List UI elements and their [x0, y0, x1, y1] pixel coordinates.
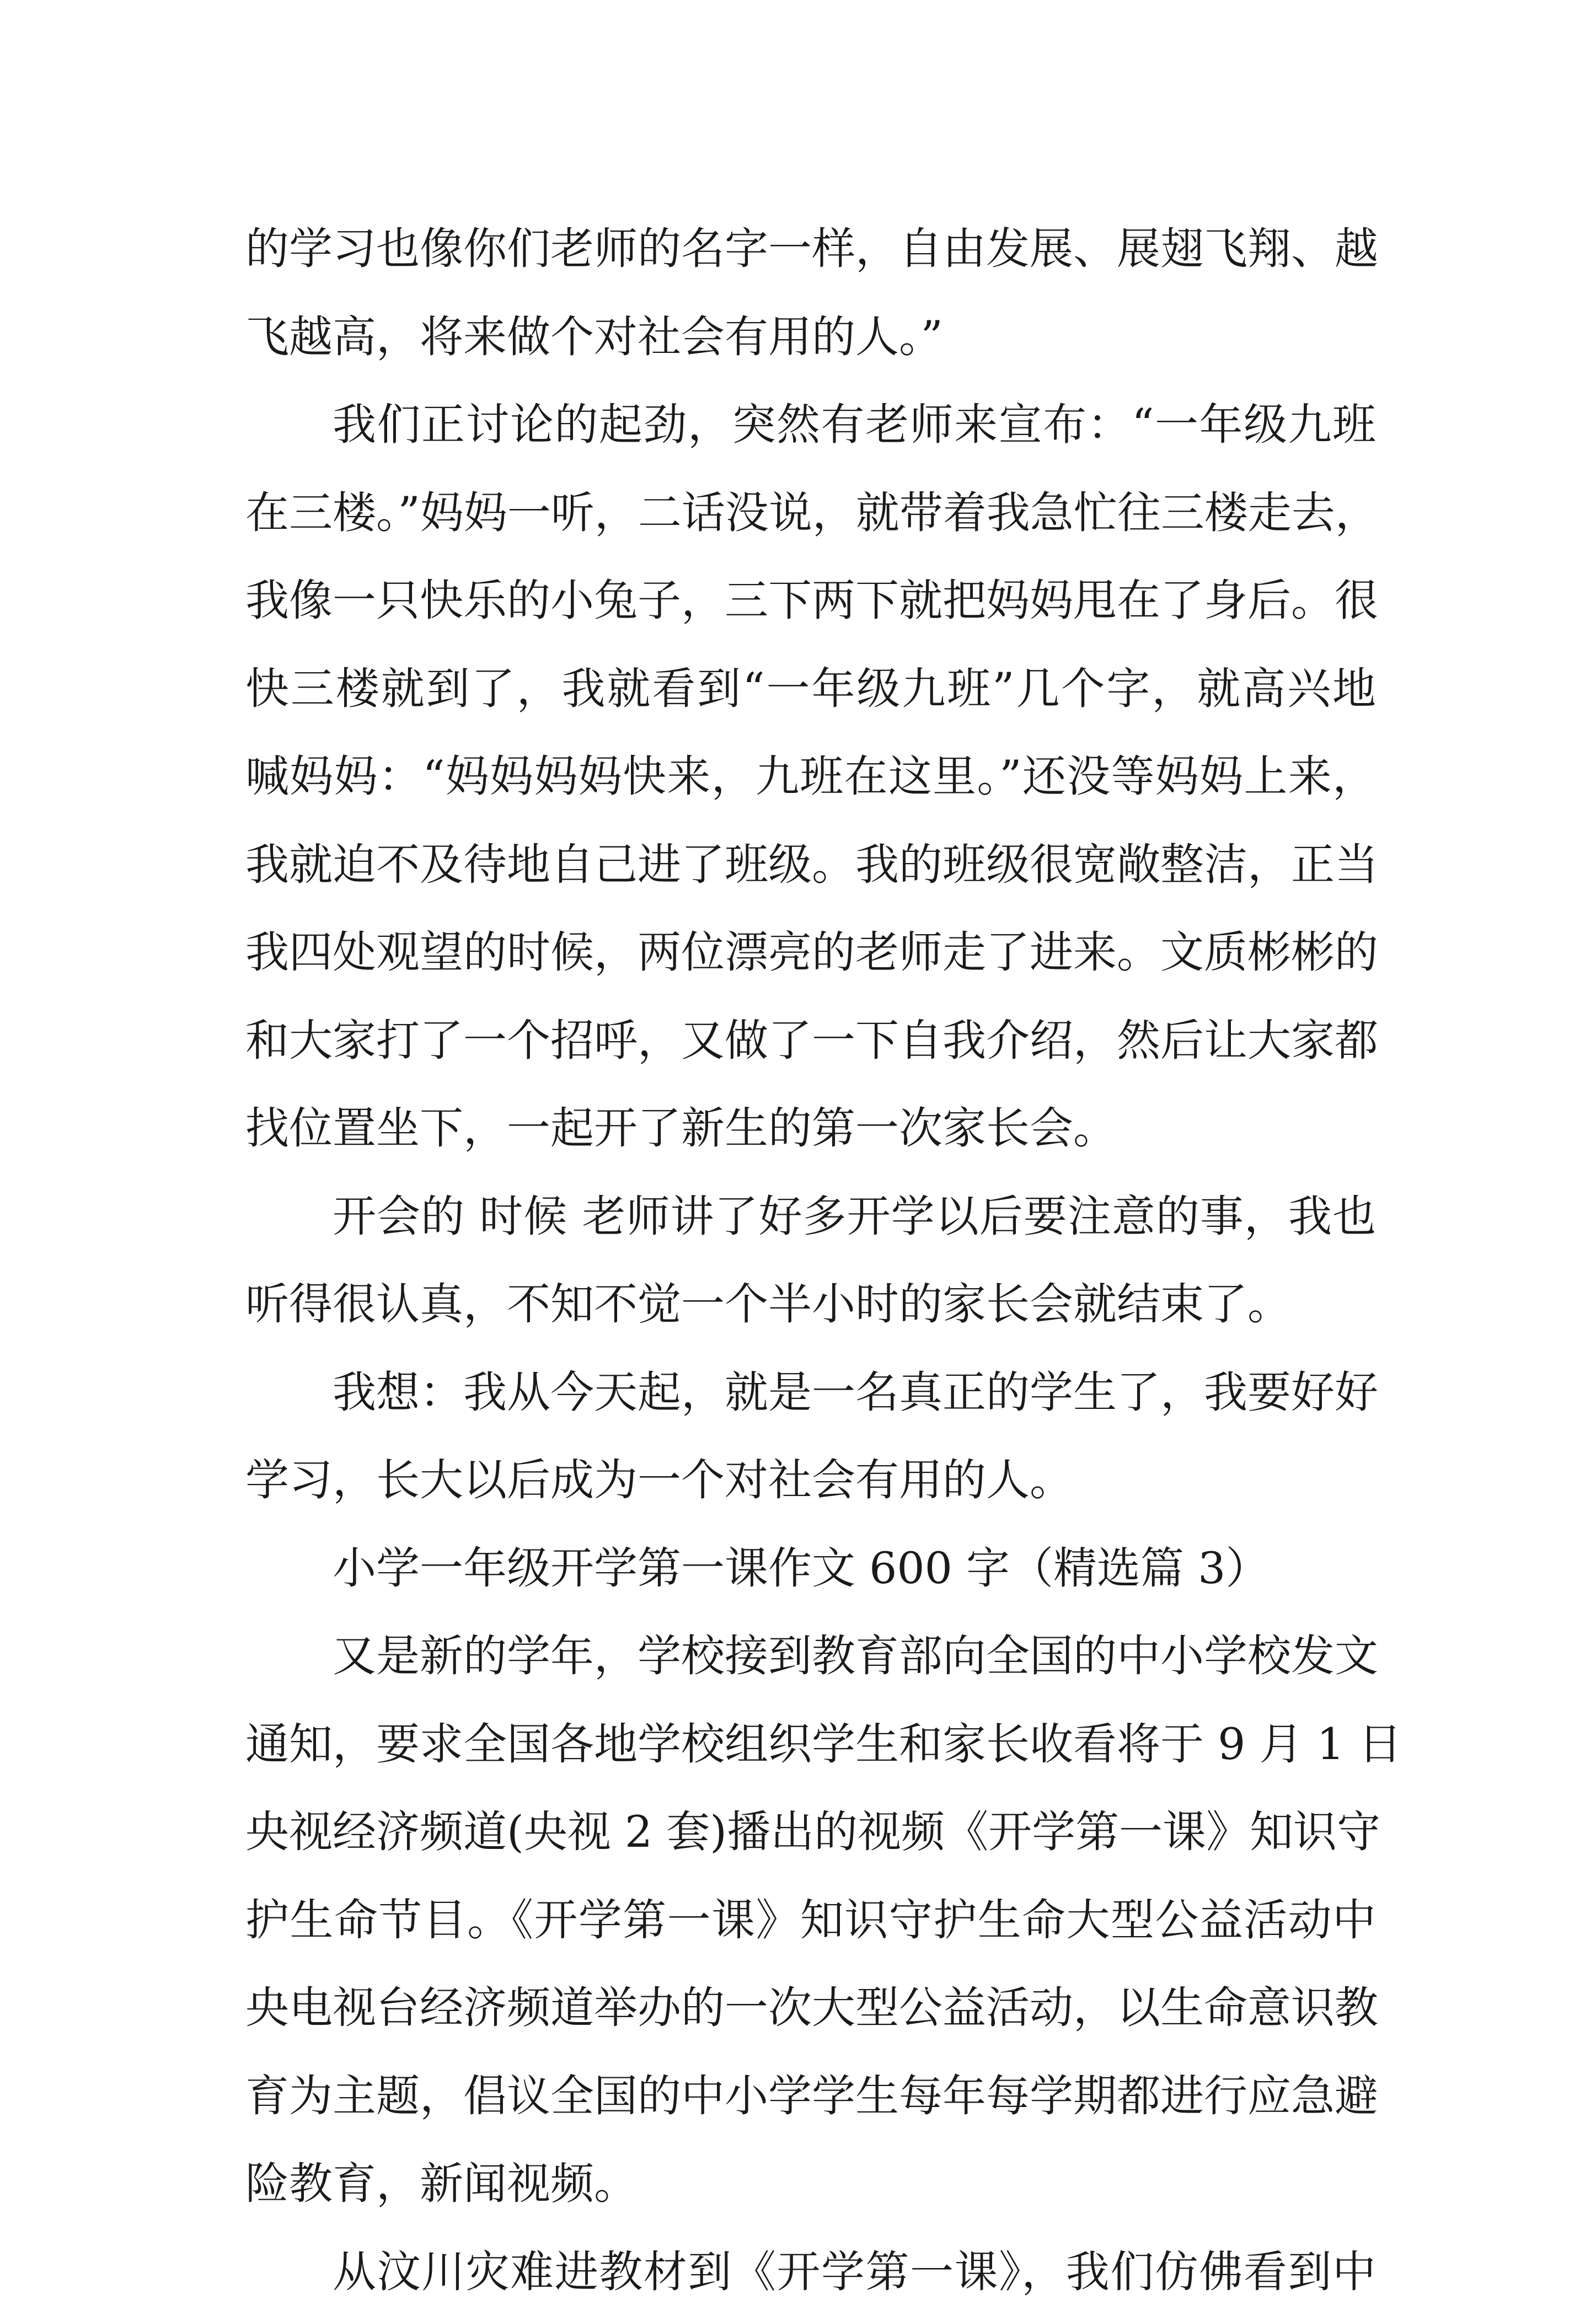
- text-line: 开会的 时候 老师讲了好多开学以后要注意的事，我也: [245, 1173, 1376, 1261]
- text-line: 我像一只快乐的小兔子，三下两下就把妈妈甩在了身后。很: [245, 557, 1376, 645]
- text-line: 央电视台经济频道举办的一次大型公益活动，以生命意识教: [245, 1964, 1376, 2052]
- text-line: 央视经济频道(央视 2 套)播出的视频《开学第一课》知识守: [245, 1788, 1376, 1877]
- text-line: 快三楼就到了，我就看到“一年级九班”几个字，就高兴地: [245, 645, 1376, 733]
- body-text: [245, 205, 1376, 2316]
- text-line: 我们正讨论的起劲，突然有老师来宣布：“一年级九班: [245, 381, 1376, 469]
- text-line: 我四处观望的时候，两位漂亮的老师走了进来。文质彬彬的: [245, 909, 1376, 997]
- text-line: 的学习也像你们老师的名字一样，自由发展、展翅飞翔、越: [245, 205, 1376, 293]
- text-line: 从汶川灾难进教材到《开学第一课》，我们仿佛看到中: [245, 2228, 1376, 2316]
- section-heading: 小学一年级开学第一课作文 600 字（精选篇 3）: [245, 1525, 1376, 1613]
- text-line: 又是新的学年，学校接到教育部向全国的中小学校发文: [245, 1612, 1376, 1701]
- text-line: 我想：我从今天起，就是一名真正的学生了，我要好好: [245, 1349, 1376, 1437]
- text-line: 育为主题，倡议全国的中小学学生每年每学期都进行应急避: [245, 2052, 1376, 2141]
- text-line: 险教育，新闻视频。: [245, 2140, 1376, 2228]
- text-line: 飞越高，将来做个对社会有用的人。”: [245, 293, 1376, 382]
- text-line: 我就迫不及待地自己进了班级。我的班级很宽敞整洁，正当: [245, 821, 1376, 909]
- text-line: 学习，长大以后成为一个对社会有用的人。: [245, 1436, 1376, 1525]
- text-line: 喊妈妈：“妈妈妈妈快来，九班在这里。”还没等妈妈上来，: [245, 733, 1376, 821]
- text-line: 在三楼。”妈妈一听，二话没说，就带着我急忙往三楼走去，: [245, 469, 1376, 557]
- text-line: 听得很认真，不知不觉一个半小时的家长会就结束了。: [245, 1261, 1376, 1349]
- text-line: 找位置坐下，一起开了新生的第一次家长会。: [245, 1085, 1376, 1173]
- text-line: 护生命节目。《开学第一课》知识守护生命大型公益活动中: [245, 1877, 1376, 1965]
- text-line: 和大家打了一个招呼，又做了一下自我介绍，然后让大家都: [245, 997, 1376, 1085]
- text-line: 通知，要求全国各地学校组织学生和家长收看将于 9 月 1 日: [245, 1701, 1376, 1789]
